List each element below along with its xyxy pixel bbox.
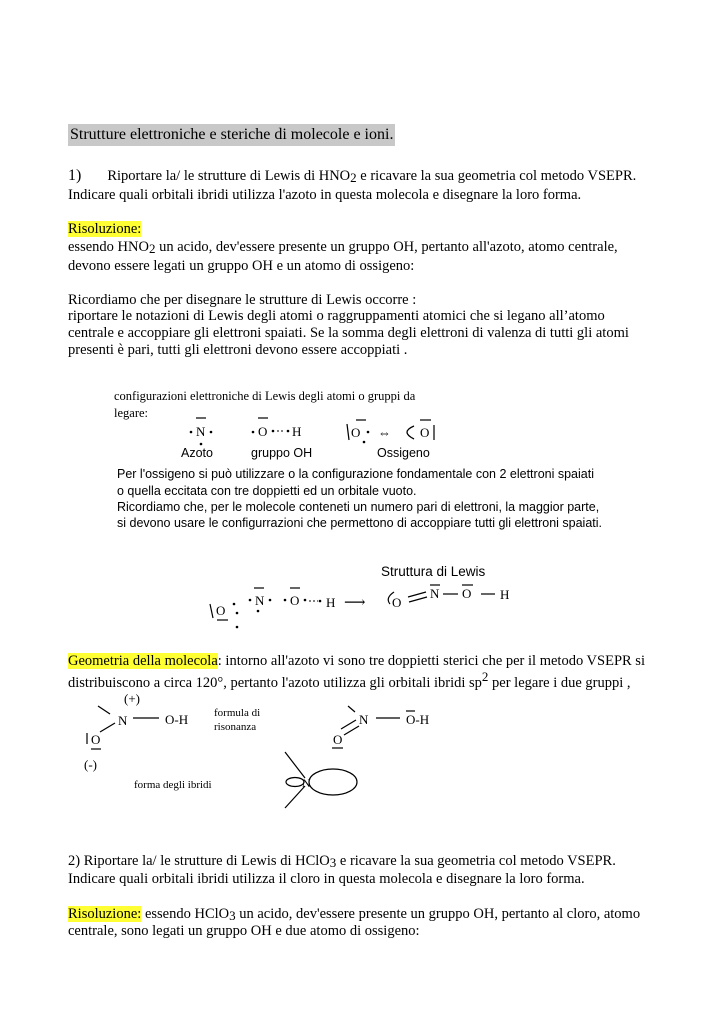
resolution-2-sub: 3 [229,908,236,923]
question-2-text-a: 2) Riportare la/ le strutture di Lewis di HClO [68,853,330,869]
lewis-intro-line-1: Ricordiamo che per disegnare le strutture di Lewis occorre : [68,292,417,308]
label-azoto: Azoto [181,446,213,460]
resolution-1-label-text: Risoluzione: [68,221,142,237]
resolution-2-text-b: un acido, dev'essere presente un gruppo OH, pertanto al cloro, atomo [235,906,641,922]
reactant-o-symbol: O [216,603,226,618]
oxygen-note-line-1: Per l'ossigeno si può utilizzare o la configurazione fondamentale con 2 elettroni spaiati [117,467,594,481]
label-ossigeno: Ossigeno [377,446,430,460]
product-oh-o-symbol: O [462,586,472,601]
resonance-1-o: O [91,732,101,747]
reactant-n-symbol: N [255,593,265,608]
geometry-text-2a: distribuiscono a circa 120°, pertanto l'azoto utilizza gli orbitali ibridi sp [68,675,482,691]
oxygen-note-line-2: o quella eccitata con tre doppietti ed un orbitale vuoto. [117,484,417,498]
hybrid-n: N [302,776,311,790]
oxygen-ground-symbol: O [351,425,361,440]
resolution-2-label: Risoluzione: [68,906,142,922]
lewis-structure-title: Struttura di Lewis [381,564,486,579]
resolution-2-line-2: centrale, sono legati un gruppo OH e due atomo di ossigeno: [68,923,420,939]
resonance-2-o: O [333,732,343,747]
atom-n-symbol: N [196,424,206,439]
question-1-number: 1) [68,167,82,184]
atom-o-symbol: O [258,424,268,439]
lewis-intro-line-4: presenti è pari, tutti gli elettroni devono essere accoppiati . [68,342,408,358]
config-line-2: legare: [114,406,149,420]
resolution-1-line-2: devono essere legati un gruppo OH e un atomo di ossigeno: [68,258,415,274]
plus-charge: (+) [124,691,140,706]
resolution-1-text-b: un acido, dev'essere presente un gruppo OH, pertanto all'azoto, atomo centrale, [155,239,618,255]
geometry-sup: 2 [481,669,489,685]
resonance-2-n: N [359,712,369,727]
resolution-2-line-1 [68,904,640,924]
product-o-symbol: O [392,595,402,610]
reactant-h-symbol: H [326,595,336,610]
resonance-label-2: risonanza [214,721,257,733]
resonance-1-n: N [118,713,128,728]
geometry-text-1: : intorno all'azoto vi sono tre doppietti sterici che per il metodo VSEPR si [217,653,645,669]
question-2-text-b: e ricavare la sua geometria col metodo VSEPR. [336,853,616,869]
question-1-text-b: e ricavare la sua geometria col metodo VSEPR. [356,168,637,184]
question-1-sub: 2 [350,170,357,185]
question-2-line-1 [68,851,616,871]
geometry-text-2b: per legare i due gruppi , [488,675,631,691]
resolution-2-text-a: essendo HClO [141,906,230,922]
product-h-symbol: H [500,587,510,602]
page-title-text: Strutture elettroniche e steriche di molecole e ioni. [70,126,394,143]
oxygen-note-line-4: si devono usare le configurrazioni che permettono di accoppiare tutti gli elettroni spaiati. [117,516,602,530]
atom-h-symbol: H [292,424,302,439]
question-1-text-a: Riportare la/ le strutture di Lewis di HNO [107,168,351,184]
equivalence-arrow: ⇔ [378,425,391,440]
resolution-1-text-a: essendo HNO [68,239,149,255]
question-2-sub: 3 [329,855,337,870]
reaction-arrow: ⟶ [344,595,366,611]
label-gruppo-oh: gruppo OH [251,446,313,460]
resolution-1-sub: 2 [148,241,156,256]
oxygen-excited-symbol: O [420,425,430,440]
product-n-symbol: N [430,586,440,601]
lewis-intro-line-3: centrale e accoppiare gli elettroni spaiati. Se la somma degli elettroni di valenza di tutti gli atomi [68,325,629,341]
minus-charge: (-) [84,757,97,772]
resonance-2-oh: O-H [406,712,430,727]
resonance-label-1: formula di [214,707,261,719]
question-1-line-2: Indicare quali orbitali ibridi utilizza l'azoto in questa molecola e disegnare la loro forma. [68,187,582,203]
resonance-1-oh: O-H [165,712,189,727]
hybrids-label: forma degli ibridi [134,779,212,791]
geometry-label: Geometria della molecola [68,653,218,669]
config-line-1: configurazioni elettroniche di Lewis degli atomi o gruppi da [114,389,416,403]
question-2-line-2: Indicare quali orbitali ibridi utilizza il cloro in questa molecola e disegnare la loro forma. [68,871,585,887]
lewis-intro-line-2: riportare le notazioni di Lewis degli atomi o raggruppamenti atomici che si legano all’atomo [68,308,605,324]
oxygen-note-line-3: Ricordiamo che, per le molecole conteneti un numero pari di elettroni, la maggior parte, [117,500,600,514]
reactant-oh-o-symbol: O [290,593,300,608]
